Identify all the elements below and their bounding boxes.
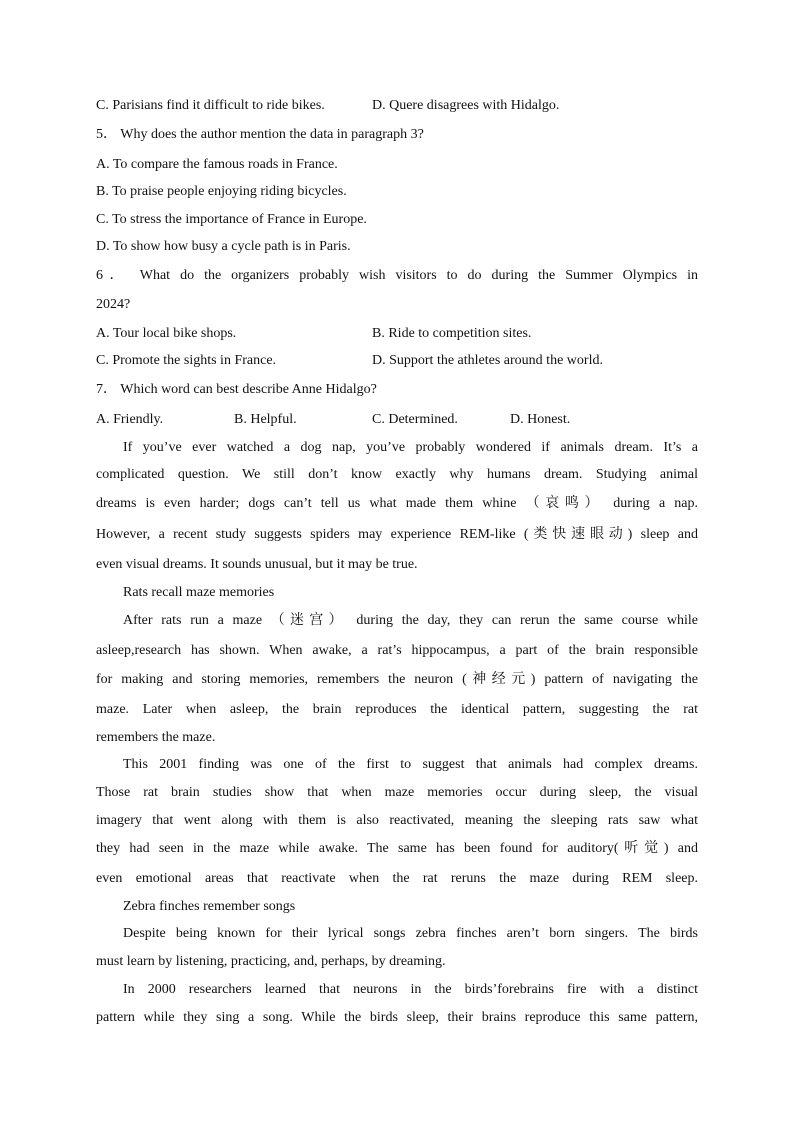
passage-p3-line: even emotional areas that reactivate when the rat reruns the maze during REM sleep.	[96, 871, 698, 886]
passage-p5-line: pattern while they sing a song. While the birds sleep, their brains reproduce this same pattern,	[96, 1010, 698, 1025]
section-heading-rats: Rats recall maze memories	[123, 585, 275, 600]
passage-p4-line: must learn by listening, practicing, and, perhaps, by dreaming.	[96, 954, 446, 969]
passage-p4-line: Despite being known for their lyrical songs zebra finches aren’t born singers. The birds	[123, 926, 698, 941]
q5-option-c: C. To stress the importance of France in Europe.	[96, 212, 367, 227]
q6-option-c: C. Promote the sights in France.	[96, 353, 277, 368]
q7-option-d: D. Honest.	[510, 412, 571, 427]
passage-p3-line: This 2001 finding was one of the first to suggest that animals had complex dreams.	[123, 757, 698, 772]
q6-stem-line-1: 6． What do the organizers probably wish visitors to do during the Summer Olympics in	[96, 268, 698, 283]
passage-p3-line: they had seen in the maze while awake. The same has been found for auditory(听觉) and	[96, 841, 698, 856]
q7-option-b: B. Helpful.	[234, 412, 297, 427]
passage-p1-line: dreams is even harder; dogs can’t tell us what made them whine （哀鸣） during a nap.	[96, 496, 698, 511]
passage-p1-line: If you’ve ever watched a dog nap, you’ve probably wondered if animals dream. It’s a	[123, 440, 698, 455]
q5-option-a: A. To compare the famous roads in France.	[96, 157, 338, 172]
passage-p3-line: imagery that went along with them is also reactivated, meaning the sleeping rats saw what	[96, 813, 698, 828]
q6-option-b: B. Ride to competition sites.	[372, 326, 532, 341]
passage-p2-line: maze. Later when asleep, the brain reproduces the identical pattern, suggesting the rat	[96, 702, 698, 717]
q6-stem-line-2: 2024?	[96, 297, 131, 312]
passage-p2-line: asleep,research has shown. When awake, a rat’s hippocampus, a part of the brain responsible	[96, 643, 698, 658]
q5-stem: 5． Why does the author mention the data in paragraph 3?	[96, 127, 424, 142]
passage-p3-line: Those rat brain studies show that when maze memories occur during sleep, the visual	[96, 785, 698, 800]
q6-option-a: A. Tour local bike shops.	[96, 326, 237, 341]
q6-option-d: D. Support the athletes around the world.	[372, 353, 603, 368]
passage-p2-line: remembers the maze.	[96, 730, 216, 745]
q7-option-a: A. Friendly.	[96, 412, 164, 427]
passage-p1-line: even visual dreams. It sounds unusual, but it may be true.	[96, 557, 418, 572]
q4-option-c: C. Parisians find it difficult to ride bikes.	[96, 98, 325, 113]
passage-p2-line: for making and storing memories, remembers the neuron (神经元) pattern of navigating the	[96, 672, 698, 687]
q7-option-c: C. Determined.	[372, 412, 458, 427]
passage-p1-line: However, a recent study suggests spiders may experience REM-like (类快速眼动) sleep and	[96, 527, 698, 542]
q5-option-d: D. To show how busy a cycle path is in Paris.	[96, 239, 351, 254]
passage-p2-line: After rats run a maze （迷宫） during the day, they can rerun the same course while	[123, 613, 698, 628]
passage-p5-line: In 2000 researchers learned that neurons in the birds’forebrains fire with a distinct	[123, 982, 698, 997]
q7-stem: 7． Which word can best describe Anne Hidalgo?	[96, 382, 377, 397]
q4-option-d: D. Quere disagrees with Hidalgo.	[372, 98, 560, 113]
q5-option-b: B. To praise people enjoying riding bicycles.	[96, 184, 347, 199]
section-heading-zebra-finches: Zebra finches remember songs	[123, 899, 296, 914]
passage-p1-line: complicated question. We still don’t know exactly why humans dream. Studying animal	[96, 467, 698, 482]
